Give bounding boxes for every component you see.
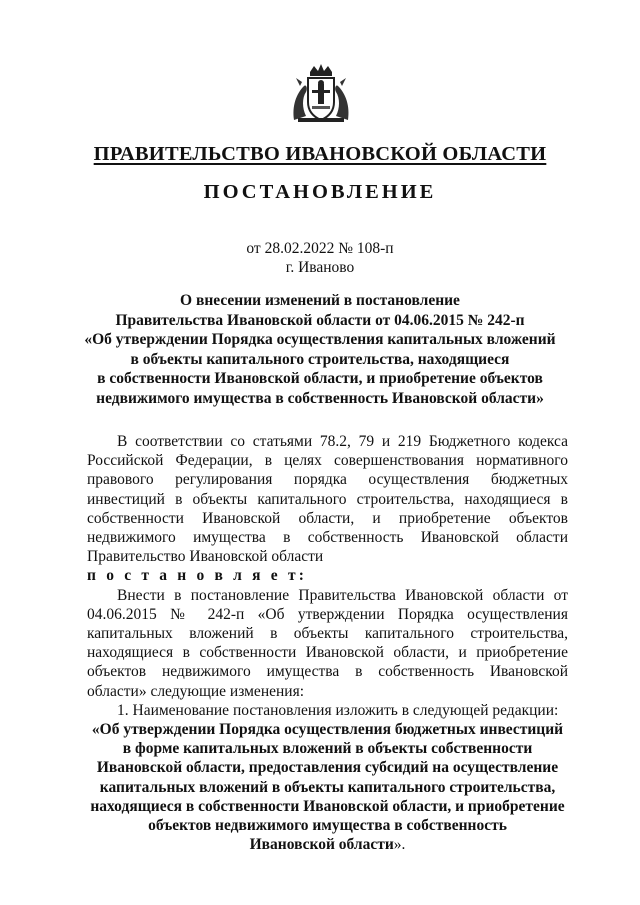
subject-line: О внесении изменений в постановление xyxy=(180,292,460,309)
document-subject xyxy=(60,291,580,408)
resolves-line xyxy=(87,566,568,585)
government-name xyxy=(0,143,640,166)
ivanovo-coat-of-arms-icon xyxy=(290,62,352,124)
new-title-line: объектов недвижимого имущества в собственность xyxy=(148,817,507,835)
subject-line: в собственности Ивановской области, и приобретение объектов xyxy=(97,370,543,387)
document-date-number: от 28.02.2022 № 108-п xyxy=(246,240,394,257)
new-title-line: «Об утверждении Порядка осуществления бюджетных инвестиций xyxy=(91,721,564,739)
new-title-line: Ивановской области xyxy=(249,836,394,854)
new-title-block xyxy=(87,720,568,854)
subject-line: Правительства Ивановской области от 04.06.2015 № 242-п xyxy=(115,311,525,329)
new-title-line: находящиеся в собственности Ивановской области, и приобретение xyxy=(90,797,565,815)
document-type: ПОСТАНОВЛЕНИЕ xyxy=(203,181,437,203)
subject-line: в объекты капитального строительства, находящиеся xyxy=(130,350,510,368)
preamble-paragraph: В соответствии со статьями 78.2, 79 и 219 Бюджетного кодекса Российской Федерации, в целях совершенствования нормативного правового регулирования порядка осуществления бюджетных инвестиций в объекты капитального строительства, находящиеся в собственности Ивановской области, и приобретение объектов недвижимого имущества в собственность Ивановской области Правительство Ивановской области xyxy=(87,433,568,566)
new-title-line: капитальных вложений в объекты капитального строительства, xyxy=(99,778,556,796)
resolves-word: п о с т а н о в л я е т: xyxy=(87,567,308,585)
new-title-closing: ». xyxy=(393,836,406,854)
amendment-intro-paragraph: Внести в постановление Правительства Ивановской области от 04.06.2015 № 242-п «Об утверждении Порядка осуществления капитальных вложений в объекты капитального строительства, находящиеся в собственности Ивановской области, и приобретение объектов недвижимого имущества в собственность Ивановской области» следующие изменения: xyxy=(87,586,568,700)
item-1-paragraph: 1. Наименование постановления изложить в следующей редакции: xyxy=(117,701,559,719)
new-title-line: Ивановской области, предоставления субсидий на осуществление xyxy=(96,759,559,777)
document-body xyxy=(87,432,568,854)
subject-line: «Об утверждении Порядка осуществления капитальных вложений xyxy=(84,331,556,348)
document-city: г. Иваново xyxy=(285,259,355,276)
subject-line: недвижимого имущества в собственность Ивановской области» xyxy=(96,389,544,407)
government-name-text: ПРАВИТЕЛЬСТВО ИВАНОВСКОЙ ОБЛАСТИ xyxy=(93,143,547,165)
new-title-line: в форме капитальных вложений в объекты собственности xyxy=(122,740,533,758)
new-title-last-line xyxy=(87,835,568,854)
